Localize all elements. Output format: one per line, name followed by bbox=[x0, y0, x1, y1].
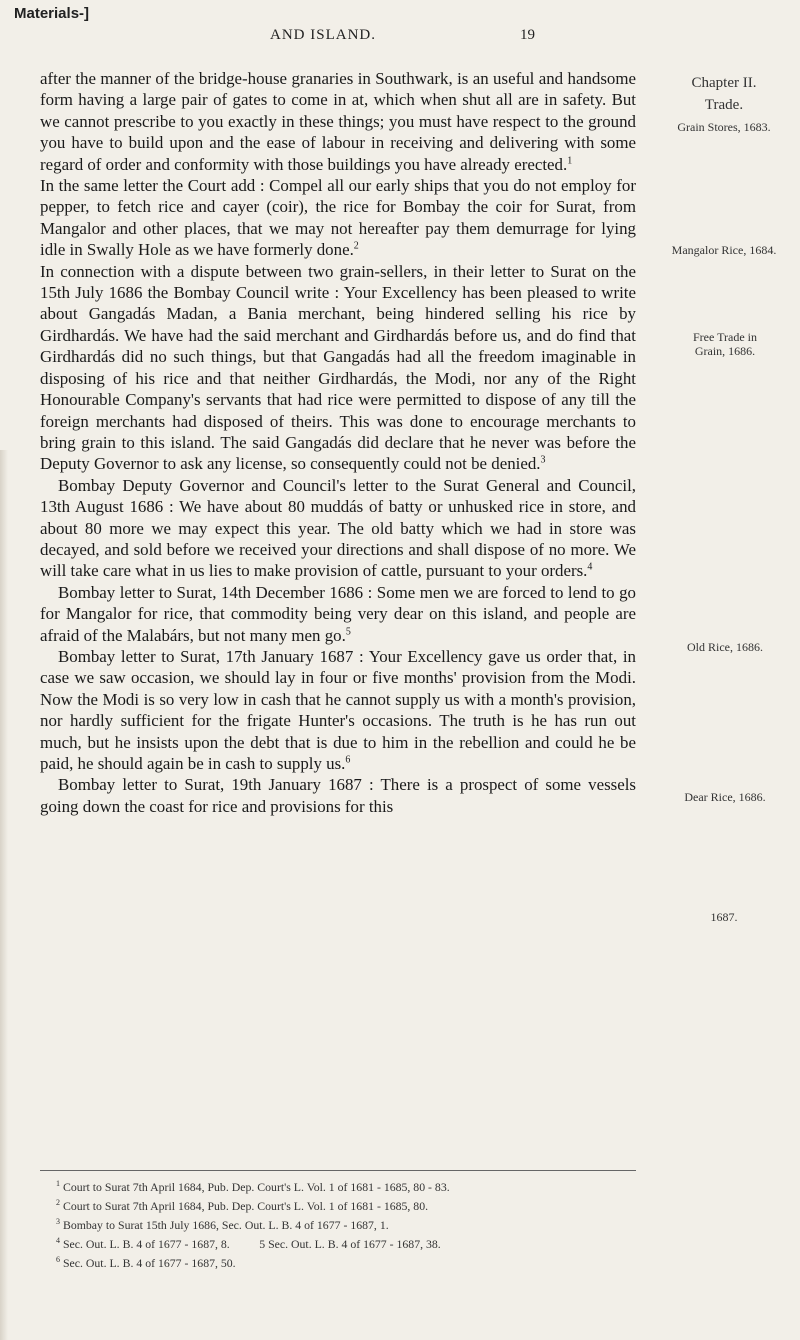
paragraph: Bombay Deputy Governor and Council's letter to the Surat General and Council, 13th August 1686 : We have about 80 muddás of batty or unhusked rice in store, and about 80 more we may expect this year. The old batty which we had in store was decayed, and sold before we received your directions and shall dispose of no more. We will take care what in us lies to make provision of cattle, pursuant to your orders.$^4$ bbox=[40, 475, 636, 581]
margin-note-grain-stores: Grain Stores, 1683. bbox=[677, 120, 771, 134]
paragraph: Bombay letter to Surat, 19th January 1687 : There is a prospect of some vessels going down the coast for rice and provisions for this bbox=[40, 775, 636, 816]
paragraph: Bombay letter to Surat, 17th January 1687 : Your Excellency gave us order that, in case we saw occasion, we should lay in four or five months' provision from the Modi. Now the Modi is so very low in cash that he cannot supply us with a month's provision, nor hardly sufficient for the frigate Hunter's occasions. The truth is he has run out much, but he insists upon the debt that is due to him in the rebellion and could he be paid, he should again be in cash to supply us.$^6$ bbox=[40, 646, 636, 773]
margin-note-trade: Trade. bbox=[704, 97, 744, 113]
footnotes bbox=[56, 1176, 636, 1271]
margin-note-chapter: Chapter II. bbox=[691, 75, 757, 91]
running-head: AND ISLAND. bbox=[270, 27, 376, 43]
paragraph: after the manner of the bridge-house granaries in Southwark, is an useful and handsome form having a large pair of gates to come in at, which when shut all are in safety. But we cannot prescribe to you exactly in these things; you must have respect to the ground you have to build upon and the ease of labour in receiving and delivering with some regard of order and conformity with those buildings you have already erected.$^1$ bbox=[40, 69, 636, 174]
footnote: $^4$ Sec. Out. L. B. 4 of 1677 - 1687, 8. 5 Sec. Out. L. B. 4 of 1677 - 1687, 38. bbox=[56, 1235, 441, 1251]
margin-note-mangalor-rice: Mangalor Rice, 1684. bbox=[671, 243, 777, 257]
paragraph: In the same letter the Court add : Compel all our early ships that you do not employ for pepper, to fetch rice and cayer (coir), the rice for Bombay the coir for Surat, from Mangalor and other places, that we may not hereafter pay them demurrage for lying idle in Swally Hole as we have formerly done.$^2$ bbox=[40, 176, 636, 260]
margin-note-old-rice: Old Rice, 1686. bbox=[687, 640, 763, 654]
footnote: $^2$ Court to Surat 7th April 1684, Pub. Dep. Court's L. Vol. 1 of 1681 - 1685, 80. bbox=[56, 1197, 429, 1213]
paragraph: In connection with a dispute between two grain-sellers, in their letter to Surat on the 15th July 1686 the Bombay Council write : Your Excellency has been pleased to write about Gangadás Madan, a Bania merchant, being hindered selling his rice by Girdhardás. We have had the said merchant and Girdhardás before us, and do find that Girdhardás did no such things, but that Gangadás had all the freedom imaginable in disposing of his rice and that neither Girdhardás, the Modi, nor any of the Right Honourable Company's servants that had rice were permitted to dispose of any till the foreign merchants had disposed of theirs. This was done to encourage merchants to bring grain to this island. The said Gangadás did declare that he never was before the Deputy Governor to ask any license, so consequently could not be denied.$^3$ bbox=[40, 261, 636, 474]
margin-note-free-trade: Free Trade in Grain, 1686. bbox=[693, 330, 757, 358]
footnote: $^3$ Bombay to Surat 15th July 1686, Sec. Out. L. B. 4 of 1677 - 1687, 1. bbox=[56, 1216, 389, 1232]
page-edge-shadow bbox=[0, 450, 8, 1340]
page-number: 19 bbox=[520, 27, 535, 43]
body-text bbox=[40, 68, 636, 817]
footnote: $^6$ Sec. Out. L. B. 4 of 1677 - 1687, 50. bbox=[56, 1254, 236, 1270]
margin-note-1687: 1687. bbox=[710, 910, 738, 924]
corner-label: Materials-] bbox=[14, 5, 90, 22]
footnote-rule bbox=[40, 1170, 636, 1171]
margin-note-dear-rice: Dear Rice, 1686. bbox=[684, 790, 766, 804]
footnote: $^1$ Court to Surat 7th April 1684, Pub. Dep. Court's L. Vol. 1 of 1681 - 1685, 80 - 83. bbox=[56, 1179, 450, 1194]
paragraph: Bombay letter to Surat, 14th December 1686 : Some men we are forced to lend to go for Mangalor for rice, that commodity being very dear on this island, and people are afraid of the Malabárs, but not many men go.$^5$ bbox=[40, 582, 636, 645]
